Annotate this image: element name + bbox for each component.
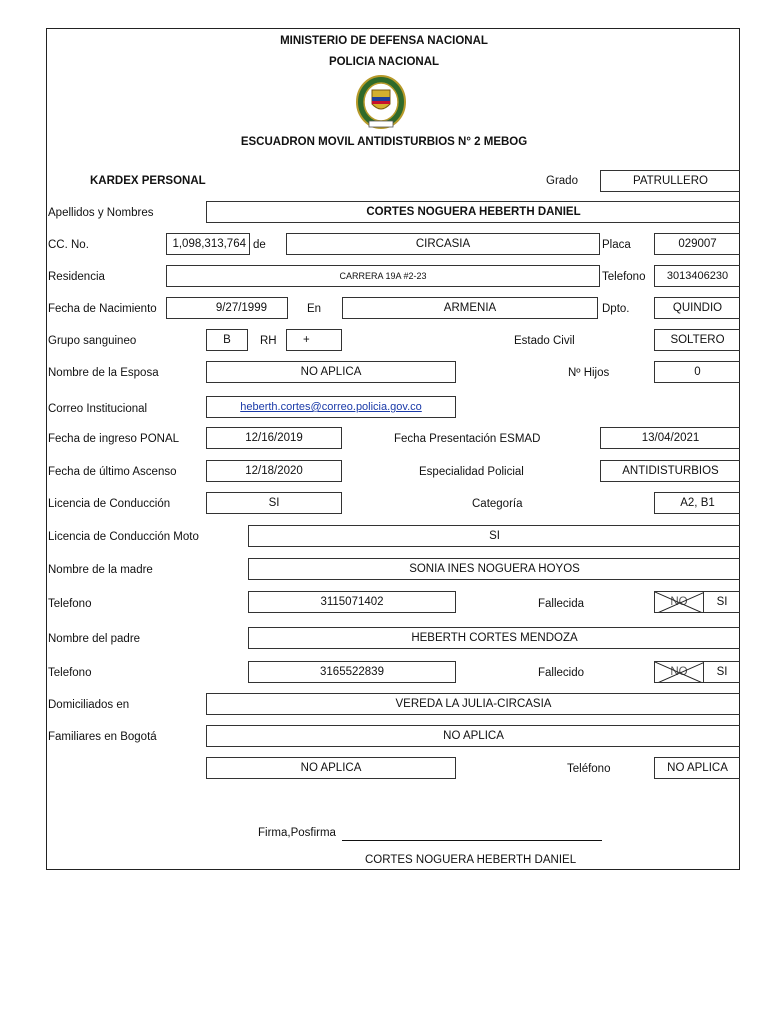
cc-lugar-value: CIRCASIA: [286, 233, 600, 255]
grupo-label: Grupo sanguineo: [48, 335, 137, 347]
police-seal-icon: [355, 74, 407, 132]
tel-madre-label: Telefono: [48, 598, 92, 610]
cross-mark-icon: [655, 662, 704, 683]
placa-value: 029007: [654, 233, 740, 255]
police-title: POLICIA NACIONAL: [328, 56, 440, 68]
licencia-label: Licencia de Conducción: [48, 498, 171, 510]
padre-value: HEBERTH CORTES MENDOZA: [248, 627, 740, 649]
firma-label: Firma,Posfirma: [258, 827, 336, 839]
ascenso-label: Fecha de último Ascenso: [48, 466, 177, 478]
presentacion-value: 13/04/2021: [600, 427, 740, 449]
ascenso-value: 12/18/2020: [206, 460, 342, 482]
fallecida-no-option: [654, 591, 704, 613]
rh-value: +: [286, 329, 342, 351]
ministry-title: MINISTERIO DE DEFENSA NACIONAL: [280, 35, 488, 47]
de-label: de: [253, 239, 266, 251]
fallecida-si-option: SI: [704, 591, 740, 613]
dpto-label: Dpto.: [602, 303, 630, 315]
signature-line: [342, 840, 602, 841]
fallecida-label: Fallecida: [538, 598, 585, 610]
tel-fam-value: NO APLICA: [654, 757, 740, 779]
unit-title: ESCUADRON MOVIL ANTIDISTURBIOS N° 2 MEBOG: [240, 136, 528, 148]
tel-fam-label: Teléfono: [567, 763, 611, 775]
grado-value: PATRULLERO: [600, 170, 740, 192]
nacimiento-value: 9/27/1999: [166, 297, 288, 319]
madre-value: SONIA INES NOGUERA HOYOS: [248, 558, 740, 580]
ingreso-value: 12/16/2019: [206, 427, 342, 449]
especialidad-label: Especialidad Policial: [419, 466, 524, 478]
tel-madre-value: 3115071402: [248, 591, 456, 613]
correo-link[interactable]: heberth.cortes@correo.policia.gov.co: [240, 401, 422, 413]
fallecido-no-option: [654, 661, 704, 683]
residencia-value: CARRERA 19A #2-23: [166, 265, 600, 287]
hijos-value: 0: [654, 361, 740, 383]
telefono-label: Telefono: [602, 271, 646, 283]
categoria-label: Categoría: [472, 498, 523, 510]
hijos-label: Nº Hijos: [568, 367, 610, 379]
estado-civil-value: SOLTERO: [654, 329, 740, 351]
especialidad-value: ANTIDISTURBIOS: [600, 460, 740, 482]
dpto-value: QUINDIO: [654, 297, 740, 319]
licencia-moto-value: SI: [248, 525, 740, 547]
telefono-value: 3013406230: [654, 265, 740, 287]
esposa-label: Nombre de la Esposa: [48, 367, 159, 379]
cc-value: 1,098,313,764: [166, 233, 250, 255]
esposa-value: NO APLICA: [206, 361, 456, 383]
fallecida-no-label: NO: [670, 596, 688, 608]
domicilio-label: Domiciliados en: [48, 699, 130, 711]
domicilio-value: VEREDA LA JULIA-CIRCASIA: [206, 693, 740, 715]
nacimiento-label: Fecha de Nacimiento: [48, 303, 157, 315]
grupo-value: B: [206, 329, 248, 351]
cross-mark-icon: [655, 592, 704, 613]
licencia-value: SI: [206, 492, 342, 514]
nombres-value: CORTES NOGUERA HEBERTH DANIEL: [206, 201, 740, 223]
firma-nombre: CORTES NOGUERA HEBERTH DANIEL: [365, 854, 577, 866]
placa-label: Placa: [602, 239, 631, 251]
padre-label: Nombre del padre: [48, 633, 141, 645]
licencia-moto-label: Licencia de Conducción Moto: [48, 531, 199, 543]
kardex-title: KARDEX PERSONAL: [90, 175, 206, 187]
nacimiento-lugar-value: ARMENIA: [342, 297, 598, 319]
madre-label: Nombre de la madre: [48, 564, 153, 576]
rh-label: RH: [260, 335, 277, 347]
familiares-value: NO APLICA: [206, 725, 740, 747]
tel-padre-label: Telefono: [48, 667, 92, 679]
correo-box: [206, 396, 456, 418]
categoria-value: A2, B1: [654, 492, 740, 514]
presentacion-label: Fecha Presentación ESMAD: [394, 433, 541, 445]
residencia-label: Residencia: [48, 271, 105, 283]
familiares2-value: NO APLICA: [206, 757, 456, 779]
nombres-label: Apellidos y Nombres: [48, 207, 154, 219]
fallecido-si-option: SI: [704, 661, 740, 683]
grado-label: Grado: [546, 175, 578, 187]
fallecido-no-label: NO: [670, 666, 688, 678]
tel-padre-value: 3165522839: [248, 661, 456, 683]
correo-label: Correo Institucional: [48, 403, 148, 415]
familiares-label: Familiares en Bogotá: [48, 731, 157, 743]
estado-civil-label: Estado Civil: [514, 335, 575, 347]
cc-label: CC. No.: [48, 239, 89, 251]
en-label: En: [307, 303, 322, 315]
fallecido-label: Fallecido: [538, 667, 585, 679]
ingreso-label: Fecha de ingreso PONAL: [48, 433, 180, 445]
